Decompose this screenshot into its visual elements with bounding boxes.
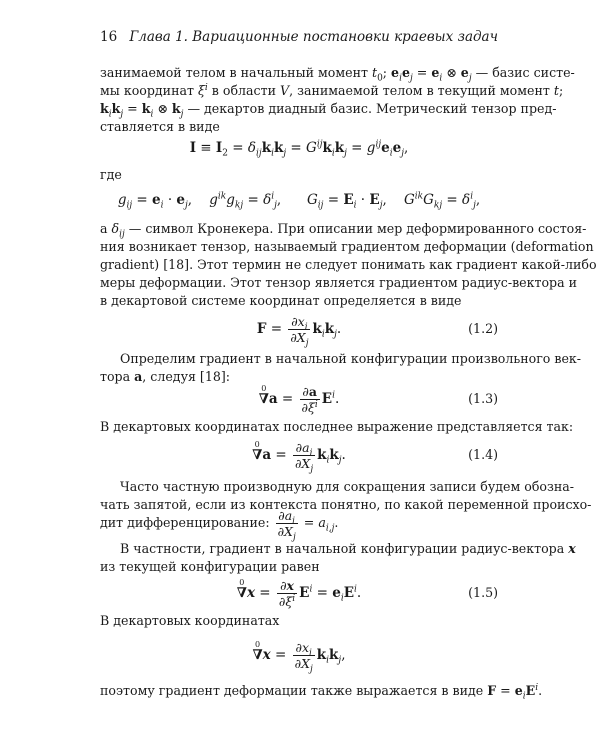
page-number: 16 <box>100 29 118 45</box>
text-line: в декартовой системе координат определяется в виде <box>100 293 462 308</box>
equation-1-3: 0 ∇a = $\frac{\partial a}{\partial\xi^i}$ $E^i$. (1.3) <box>258 384 498 415</box>
text-line: В декартовых координатах <box>100 613 280 628</box>
equation-gradient-cartesian: 0 ∇x = $\frac{\partial x_i}{\partial X_j}$ $k_ik_j$, <box>252 640 346 675</box>
equation-number: (1.3) <box>468 391 498 406</box>
equation-1-5: 0 ∇x = $\frac{\partial x}{\partial\xi^i}$ $E^i = e_iE^i$. (1.5) <box>236 578 498 609</box>
text-line: Определим градиент в начальной конфигурации произвольного век- <box>120 351 582 366</box>
text-line: gradient) [18]. Этот термин не следует понимать как градиент какой-либо <box>100 257 597 272</box>
text-line: В частности, градиент в начальной конфигурации радиус-вектора x <box>120 541 576 556</box>
text-line: меры деформации. Этот тензор является градиентом радиус-вектора и <box>100 275 578 290</box>
text-line: мы координат $\xi^i$ в области V, занимаемой телом в текущий момент t; <box>100 82 564 98</box>
text-line: тора a, следуя [18]: <box>100 369 231 384</box>
text-line: Часто частную производную для сокращения записи будем обозна- <box>120 479 575 494</box>
running-title: Глава 1. Вариационные постановки краевых задач <box>129 29 498 45</box>
equation-number: (1.4) <box>468 447 498 462</box>
text-line: занимаемой телом в начальный момент $t_0$; $e_ie_j = e_i$ ⊗ $e_j$ — базис систе- <box>100 65 575 84</box>
text-line: поэтому градиент деформации также выражается в виде $F = e_iE^i$. <box>100 682 543 702</box>
equation-number: (1.2) <box>468 321 498 336</box>
text-line: ния возникает тензор, называемый градиентом деформации (deformation <box>100 239 594 254</box>
equation-1-2: F = $\frac{\partial x_i}{\partial X_j}$ $k_ik_j$. (1.2) <box>256 314 498 349</box>
equation-1-4: 0 ∇a = $\frac{\partial a_i}{\partial X_j}$ $k_ik_j$. (1.4) <box>252 440 498 475</box>
equation-number: (1.5) <box>468 585 498 600</box>
text-line: $k_ik_j = k_i$ ⊗ $k_j$ — декартов диадный базис. Метрический тензор пред- <box>100 101 557 120</box>
text-line: а $\delta_{ij}$ — символ Кронекера. При описании мер деформированного состоя- <box>100 221 587 240</box>
text-line: чать запятой, если из контекста понятно, по какой переменной происхо- <box>100 497 592 512</box>
text-line: из текущей конфигурации равен <box>100 559 320 574</box>
document-page: 16 Глава 1. Вариационные постановки краевых задач занимаемой телом в начальный момент $t_0$; $e_ie_j = e_i$ ⊗ $e_j$ — базис систе- мы координат $\xi^i$ в области V, занимаемой телом в текущий момент t; $k_ik_j = k_i$ ⊗ $k_j$ — декартов диадный базис. Метрический тензор пред- ставляется в виде $I \equiv I_2 = \delta_{ij}k_ik_j = G^{ij}k_ik_j = g^{ij}e_ie_j$, где $g_{ij} = e_i \cdot e_j$, $g^{ik}g_{kj} = \delta^i_j$, $G_{ij} = E_i \cdot E_j$, $G^{ik}G_{kj} = \delta^i_j$, а $\delta_{ij}$ — символ Кронекера. При описании мер деформированного состоя- ния возникает тензор, называемый градиентом деформации (deformation gradient) [18]. Этот термин не следует понимать как градиент какой-либо меры деформации. Этот тензор является градиентом радиус-вектора и в декартовой системе координат определяется в виде F = $\frac{\partial x_i}{\partial X_j}$ $k_ik_j$. (1.2) Определим градиент в начальной конфигурации произвольного век- тора a, следуя [18]: 0 ∇a = $\frac{\partial a}{\partial\xi^i}$ $E^i$. (1.3) В декартовых координатах последнее выражение представляется так: 0 ∇a = $\frac{\partial a_i}{\partial X_j}$ $k_ik_j$. (1.4) Часто частную производную для сокращения записи будем обозна- чать запятой, если из контекста понятно, по какой переменной происхо- дит дифференцирование: $\frac{\partial a_i}{\partial X_j}$ = $a_{i,j}$. В частности, градиент в начальной конфигурации радиус-вектора x из текущей конфигурации равен 0 ∇x = $\frac{\partial x}{\partial\xi^i}$ $E^i = e_iE^i$. (1.5) В декартовых координатах 0 ∇x = $\frac{\partial x_i}{\partial X_j}$ $k_ik_j$, поэтому градиент деформации также выражается в виде $F = e_iE^i$. <box>100 29 597 702</box>
text-line: где <box>100 167 122 182</box>
text-line: ставляется в виде <box>100 119 220 134</box>
text-line: дит дифференцирование: $\frac{\partial a_i}{\partial X_j}$ = $a_{i,j}$. <box>100 508 339 543</box>
text-line: В декартовых координатах последнее выражение представляется так: <box>100 419 574 434</box>
